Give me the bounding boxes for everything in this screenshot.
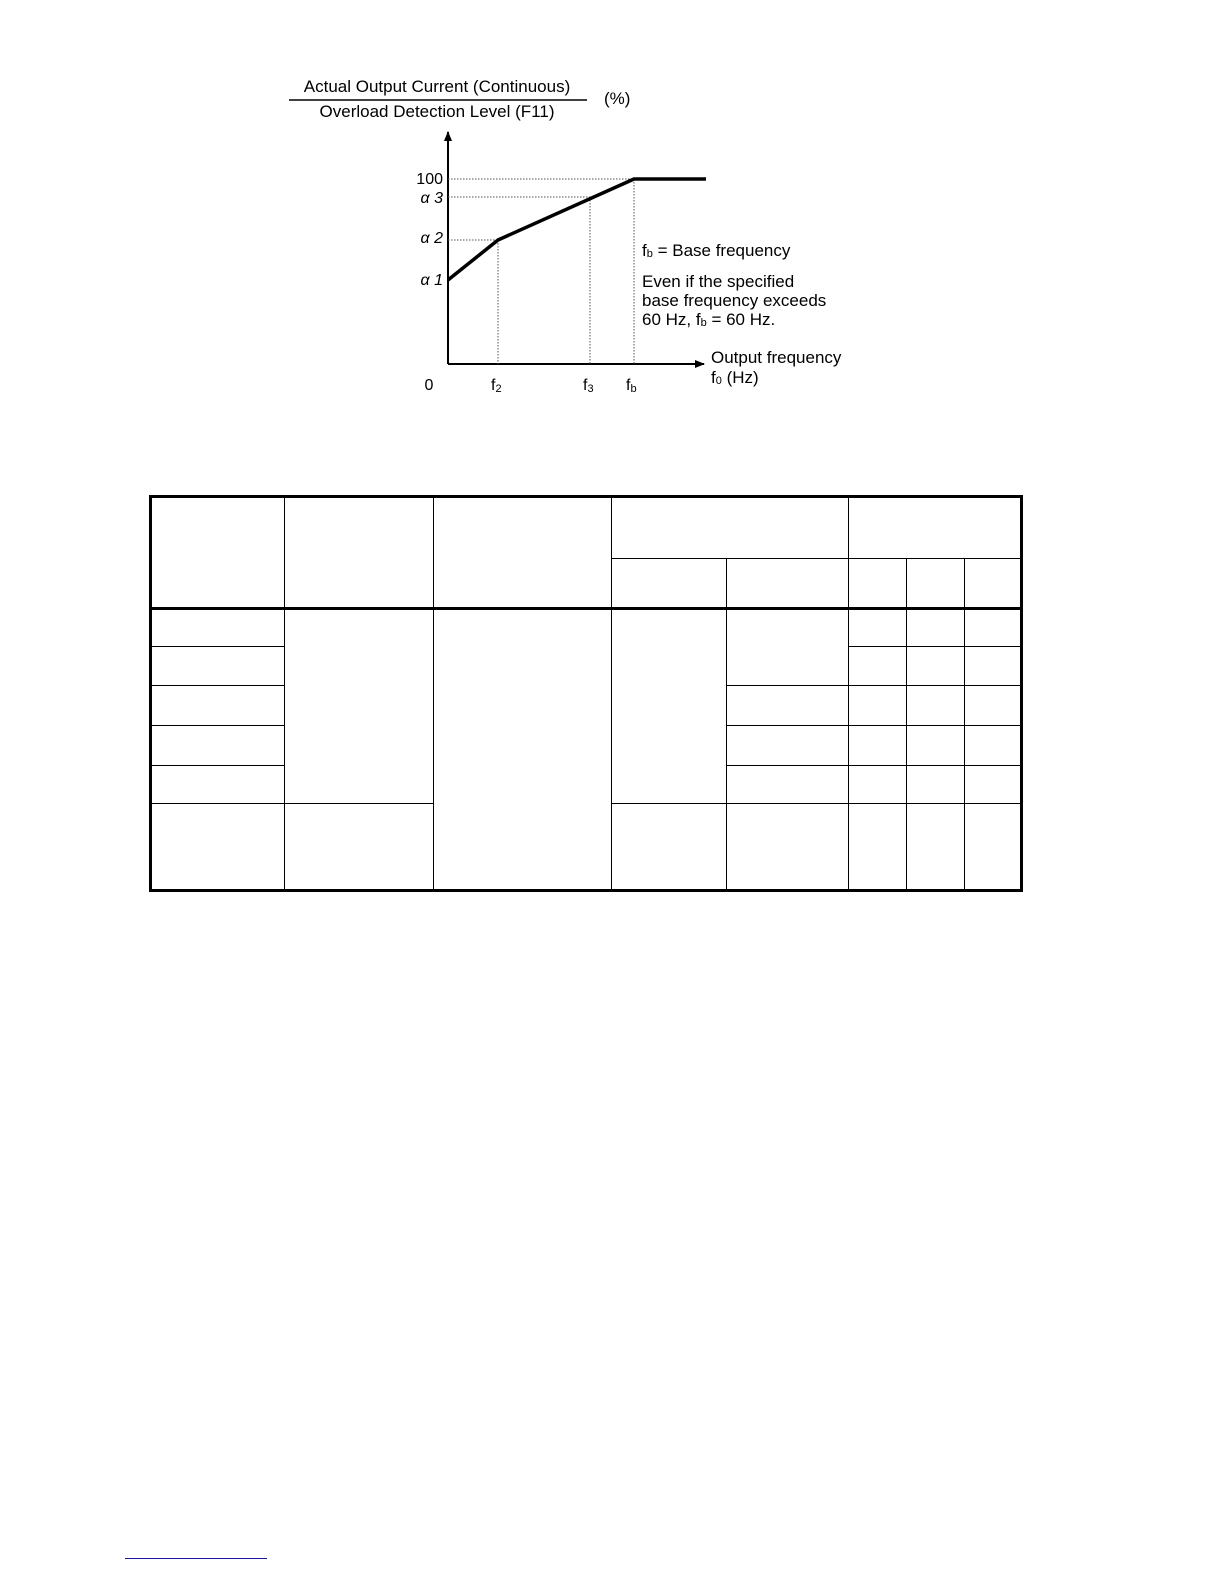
x-tick-fb: [626, 377, 637, 395]
specification-table: [149, 495, 1023, 892]
base-frequency-definition: [642, 241, 791, 260]
x-tick-fb-base: f: [626, 377, 631, 394]
table-cell: [965, 803, 1022, 890]
table-cell: [849, 725, 907, 765]
derating-figure: [0, 0, 1224, 460]
y-tick-alpha2: α 2: [420, 230, 443, 247]
x-axis-label-f: f: [711, 368, 716, 387]
table-cell: [434, 609, 612, 891]
table-cell: [907, 647, 965, 686]
x-axis-label-sub: 0: [715, 375, 722, 387]
x-tick-f2-base: f: [491, 377, 496, 394]
table-cell: [727, 765, 849, 803]
table-cell: [285, 609, 434, 803]
table-cell: [151, 725, 285, 765]
table-cell: [965, 765, 1022, 803]
table-cell: [965, 686, 1022, 725]
header-cell-2: [285, 497, 434, 609]
y-unit-label: (%): [604, 89, 631, 108]
table-cell: [907, 686, 965, 725]
table-cell: [727, 803, 849, 890]
header-cell-1: [151, 497, 285, 609]
subheader-cell-5: [965, 559, 1022, 609]
table-cell: [727, 686, 849, 725]
header-cell-3: [434, 497, 612, 609]
table-cell: [907, 725, 965, 765]
note-line-1: Even if the specified: [642, 272, 795, 291]
table-cell: [907, 609, 965, 647]
subheader-cell-3: [849, 559, 907, 609]
table-cell: [727, 609, 849, 686]
table-cell: [151, 803, 285, 890]
table-cell: [151, 765, 285, 803]
table-cell: [965, 647, 1022, 686]
subheader-cell-1: [612, 559, 727, 609]
note-def-f: f: [642, 241, 647, 260]
note-def-sub: b: [646, 248, 653, 260]
table-cell: [965, 725, 1022, 765]
table-cell: [907, 803, 965, 890]
y-tick-alpha3: α 3: [420, 190, 443, 207]
table-cell: [151, 686, 285, 725]
x-tick-f2-sub: 2: [495, 383, 502, 395]
table-cell: [849, 686, 907, 725]
table-cell: [612, 803, 727, 890]
y-label-denominator: Overload Detection Level (F11): [319, 102, 555, 121]
table-cell: [907, 765, 965, 803]
note-line-3-sub: b: [700, 317, 707, 329]
table-cell: [285, 803, 434, 890]
footnote-separator: [125, 1558, 267, 1559]
x-tick-f3: [583, 377, 594, 395]
note-line-2: base frequency exceeds: [642, 291, 827, 310]
note-line-3-a: 60 Hz, f: [642, 310, 701, 329]
subheader-cell-2: [727, 559, 849, 609]
table-cell: [849, 803, 907, 890]
x-axis-label-line1: Output frequency: [711, 348, 842, 367]
origin-label: 0: [424, 377, 434, 394]
table-cell: [612, 609, 727, 803]
table-cell: [849, 765, 907, 803]
x-tick-f3-sub: 3: [587, 383, 594, 395]
x-tick-f3-base: f: [583, 377, 588, 394]
header-group-1: [612, 497, 849, 559]
note-line-3: [642, 310, 775, 329]
table-cell: [849, 647, 907, 686]
x-tick-fb-sub: b: [630, 383, 637, 395]
note-line-3-b: = 60 Hz.: [706, 310, 776, 329]
header-group-2: [849, 497, 1022, 559]
x-tick-f2: [491, 377, 502, 395]
table-cell: [151, 647, 285, 686]
y-tick-100: 100: [416, 171, 443, 188]
subheader-cell-4: [907, 559, 965, 609]
table-cell: [965, 609, 1022, 647]
note-def-rest: = Base frequency: [652, 241, 791, 260]
y-tick-alpha1: α 1: [420, 272, 443, 289]
derating-curve-svg: [0, 0, 1224, 460]
x-axis-label-unit: (Hz): [721, 368, 759, 387]
table-cell: [849, 609, 907, 647]
derating-curve: [448, 179, 706, 280]
x-axis-label-line2: [711, 368, 759, 387]
y-label-numerator: Actual Output Current (Continuous): [303, 77, 571, 96]
table-cell: [151, 609, 285, 647]
table-cell: [727, 725, 849, 765]
